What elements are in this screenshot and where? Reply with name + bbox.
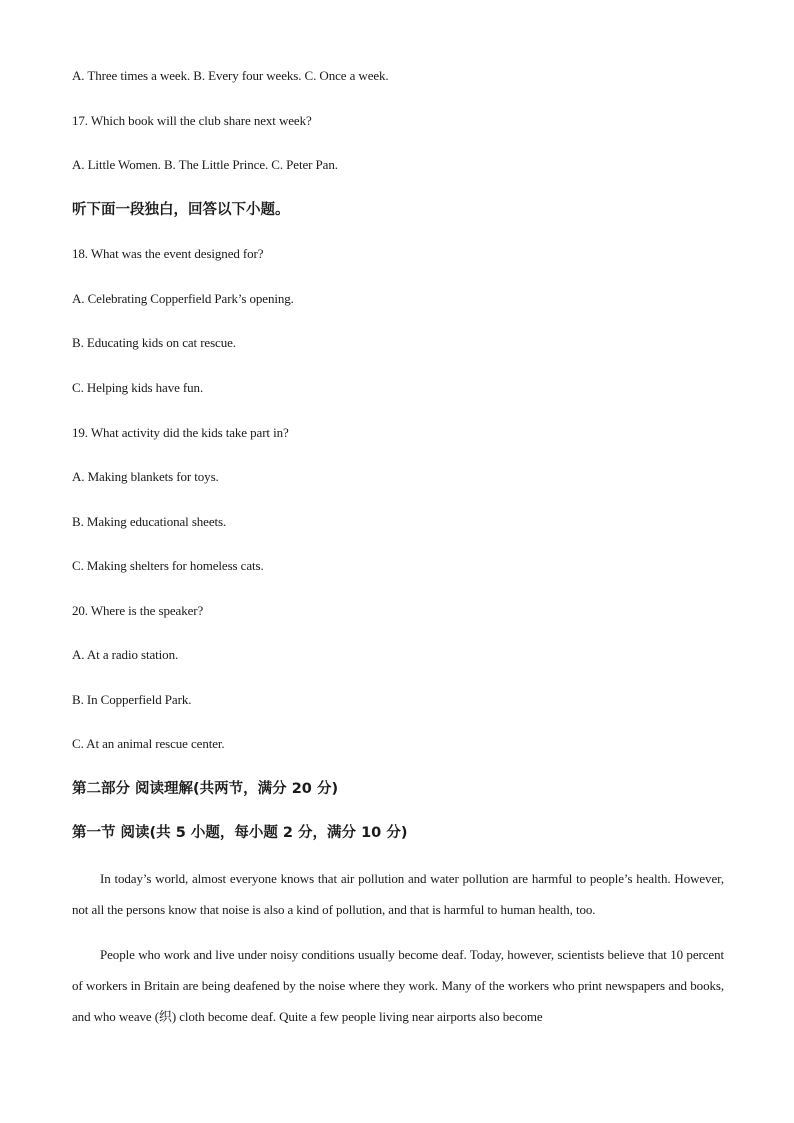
q20-option-a: A. At a radio station.: [72, 647, 179, 662]
q18-question: 18. What was the event designed for?: [72, 246, 264, 261]
passage-paragraph-1: In today’s world, almost everyone knows that air pollution and water pollution are harmful to people’s health. However, not all the persons know that noise is also a kind of pollution, and that is harmful to human health, too.: [72, 871, 724, 917]
passage-paragraph-2: People who work and live under noisy conditions usually become deaf. Today, however, scientists believe that 10 percent of workers in Britain are being deafened by the noise where they work. Many of the workers who print newspapers and books, and who weave (织) cloth become deaf. Quite a few people living near airports also become: [72, 947, 724, 1024]
q19-option-c: C. Making shelters for homeless cats.: [72, 558, 264, 573]
q18-option-c: C. Helping kids have fun.: [72, 380, 204, 395]
monologue-instruction: 听下面一段独白，回答以下小题。: [72, 202, 290, 218]
q18-option-b: B. Educating kids on cat rescue.: [72, 335, 236, 350]
q17-options: A. Little Women. B. The Little Prince. C. Peter Pan.: [72, 157, 338, 172]
q19-option-a: A. Making blankets for toys.: [72, 469, 219, 484]
section1-heading: 第一节 阅读(共 5 小题，每小题 2 分，满分 10 分): [72, 825, 408, 841]
q19-question: 19. What activity did the kids take part in?: [72, 425, 289, 440]
q20-question: 20. Where is the speaker?: [72, 603, 204, 618]
q18-option-a: A. Celebrating Copperfield Park’s opening.: [72, 291, 294, 306]
q19-option-b: B. Making educational sheets.: [72, 514, 227, 529]
q16-options: A. Three times a week. B. Every four weeks. C. Once a week.: [72, 68, 389, 83]
q17-question: 17. Which book will the club share next week?: [72, 113, 312, 128]
q20-option-b: B. In Copperfield Park.: [72, 692, 192, 707]
part2-heading: 第二部分 阅读理解(共两节，满分 20 分): [72, 781, 339, 797]
q20-option-c: C. At an animal rescue center.: [72, 736, 225, 751]
